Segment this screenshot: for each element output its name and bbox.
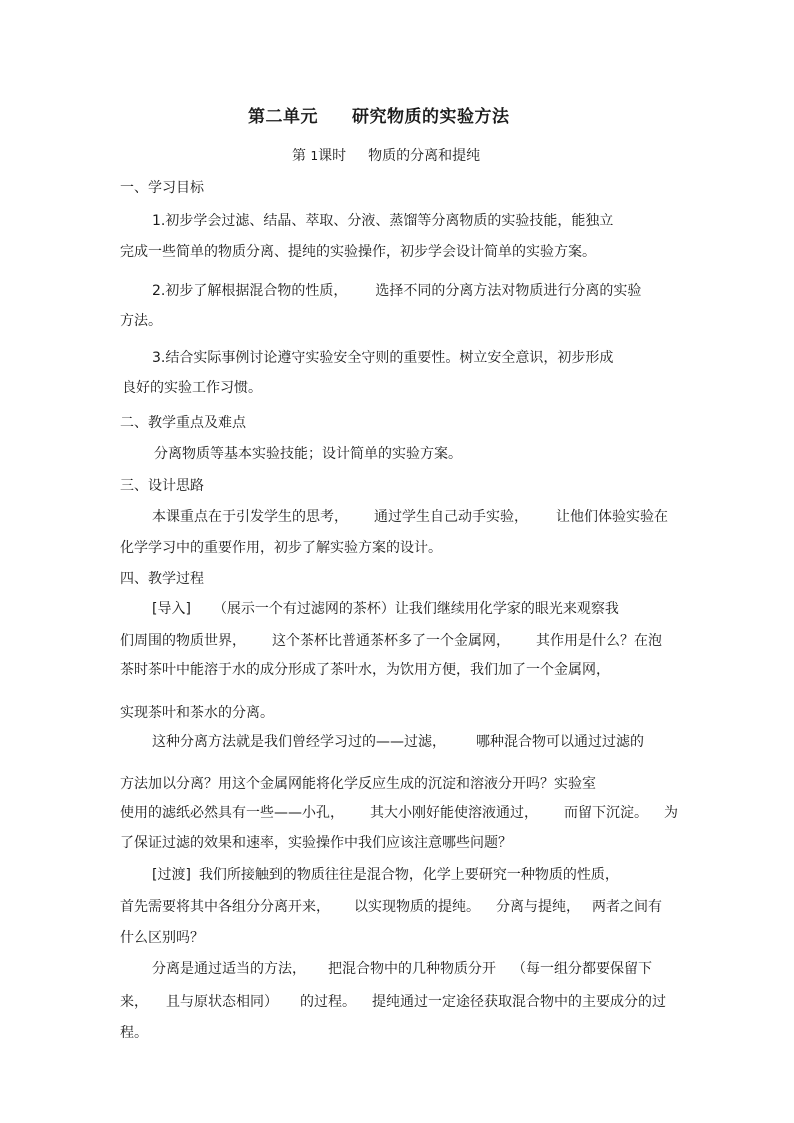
filter-text-b2: 其大小刚好能使溶液通过， — [370, 805, 538, 821]
lesson-subtitle — [292, 147, 480, 165]
definition-line-3: 程。 — [120, 1025, 148, 1041]
objective-2-line-2: 方法。 — [120, 313, 162, 329]
page-title — [248, 108, 510, 126]
intro-text-b: 这个茶杯比普通茶杯多了一个金属网， — [272, 633, 510, 649]
section-heading-key-points: 二、教学重点及难点 — [120, 415, 246, 431]
subtitle-lesson: 课时 — [318, 148, 347, 164]
section-heading-design: 三、设计思路 — [120, 478, 204, 494]
intro-tag: [导入] — [152, 601, 191, 617]
design-line-2: 化学学习中的重要作用，初步了解实验方案的设计。 — [120, 540, 442, 556]
objective-2-line-1 — [152, 282, 641, 300]
intro-line-1 — [152, 600, 619, 618]
transition-text-a: 首先需要将其中各组分分离开来， — [120, 899, 330, 915]
intro-text-a: 们周围的物质世界， — [120, 633, 246, 649]
definition-text-d: 来， — [120, 994, 148, 1010]
definition-line-2 — [120, 993, 666, 1011]
section-heading-objectives: 一、学习目标 — [120, 180, 204, 196]
transition-tag: [过渡] — [152, 867, 191, 883]
definition-text-a: 分离是通过适当的方法， — [152, 961, 306, 977]
intro-text: （展示一个有过滤网的茶杯）让我们继续用化学家的眼光来观察我 — [212, 601, 619, 617]
definition-text-c: （每一组分都要保留下 — [512, 961, 652, 977]
title-unit: 第二单元 — [248, 107, 318, 127]
definition-line-1 — [152, 960, 652, 978]
transition-line-3: 什么区别吗？ — [120, 930, 204, 946]
definition-text-e: 且与原状态相同） — [166, 994, 278, 1010]
intro-line-4: 实现茶叶和茶水的分离。 — [120, 705, 274, 721]
transition-text: 我们所接触到的物质往往是混合物，化学上要研究一种物质的性质， — [198, 867, 619, 883]
definition-text-f: 的过程。 — [300, 994, 356, 1010]
subtitle-number: 1 — [310, 149, 319, 163]
filter-line-1 — [152, 733, 644, 751]
transition-text-b: 以实现物质的提纯。 — [354, 899, 480, 915]
design-text-b: 通过学生自己动手实验， — [374, 509, 528, 525]
subtitle-prefix: 第 — [292, 148, 306, 164]
definition-text-g: 提纯通过一定途径获取混合物中的主要成分的过 — [372, 994, 666, 1010]
filter-text-d2: 为 — [664, 805, 678, 821]
objective-2-text-a: 2.初步了解根据混合物的性质， — [152, 283, 348, 299]
filter-line-4: 了保证过滤的效果和速率，实验操作中我们应该注意哪些问题？ — [120, 835, 512, 851]
transition-text-c: 分离与提纯， — [496, 899, 580, 915]
transition-line-1 — [152, 866, 619, 884]
transition-text-d: 两者之间有 — [592, 899, 662, 915]
objective-1-line-2: 完成一些简单的物质分离、提纯的实验操作，初步学会设计简单的实验方案。 — [120, 244, 596, 260]
transition-line-2 — [120, 898, 662, 916]
design-text-c: 让他们体验实验在 — [556, 509, 668, 525]
filter-text-b: 哪种混合物可以通过过滤的 — [476, 734, 644, 750]
objective-2-text-b: 选择不同的分离方法对物质进行分离的实验 — [375, 283, 642, 299]
intro-text-c: 其作用是什么？在泡 — [536, 633, 662, 649]
subtitle-topic: 物质的分离和提纯 — [368, 148, 481, 164]
intro-line-3: 茶时茶叶中能溶于水的成分形成了茶叶水，为饮用方便，我们加了一个金属网， — [120, 662, 610, 678]
filter-text-c2: 而留下沉淀。 — [564, 805, 648, 821]
design-line-1 — [152, 508, 668, 526]
objective-3-line-2: 良好的实验工作习惯。 — [122, 380, 262, 396]
key-points-text: 分离物质等基本实验技能；设计简单的实验方案。 — [154, 446, 462, 462]
design-text-a: 本课重点在于引发学生的思考， — [152, 509, 348, 525]
filter-line-3 — [120, 804, 678, 822]
objective-3-line-1: 3.结合实际事例讨论遵守实验安全守则的重要性。树立安全意识，初步形成 — [152, 350, 614, 366]
title-topic: 研究物质的实验方法 — [352, 107, 510, 127]
intro-line-2 — [120, 632, 662, 650]
objective-1-line-1: 1.初步学会过滤、结晶、萃取、分液、蒸馏等分离物质的实验技能，能独立 — [152, 213, 614, 229]
section-heading-process: 四、教学过程 — [120, 571, 204, 587]
filter-text-a: 这种分离方法就是我们曾经学习过的——过滤， — [152, 734, 446, 750]
definition-text-b: 把混合物中的几种物质分开 — [328, 961, 496, 977]
filter-text-a2: 使用的滤纸必然具有一些——小孔， — [120, 805, 344, 821]
filter-line-2: 方法加以分离？用这个金属网能将化学反应生成的沉淀和溶液分开吗？实验室 — [120, 776, 596, 792]
